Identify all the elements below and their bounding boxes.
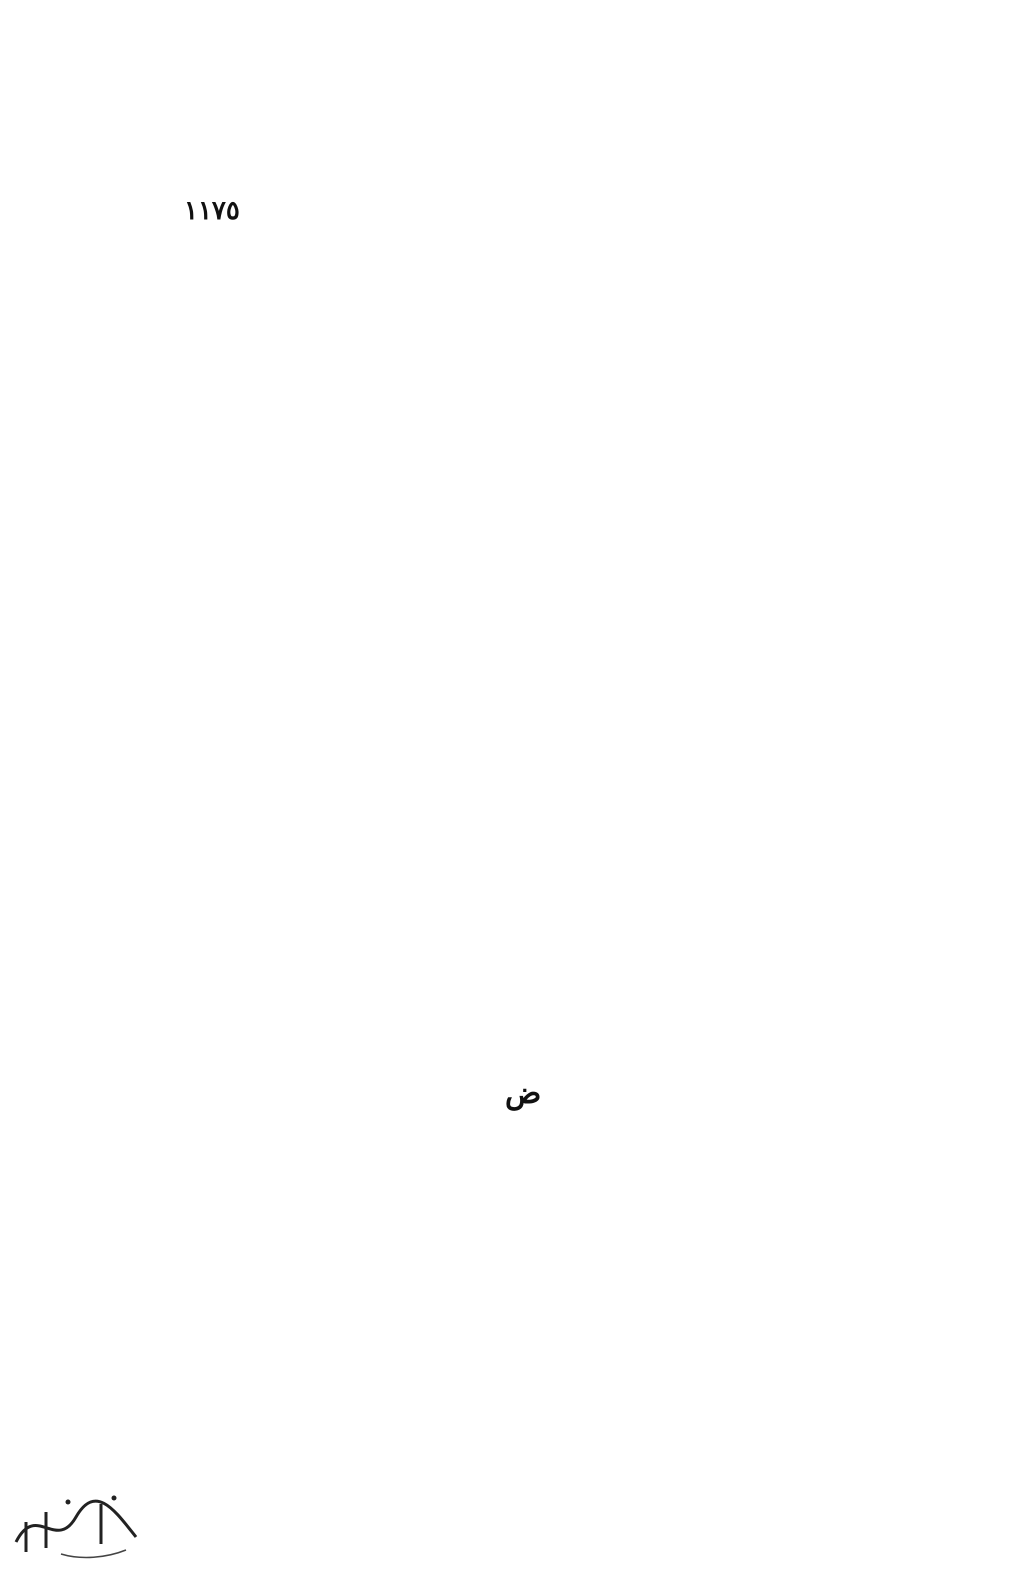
library-stamp-logo	[6, 1482, 146, 1562]
section-letter-heading: ض	[505, 1076, 542, 1111]
index-list	[170, 0, 910, 1400]
page-number: ١١٧٥	[184, 196, 240, 226]
